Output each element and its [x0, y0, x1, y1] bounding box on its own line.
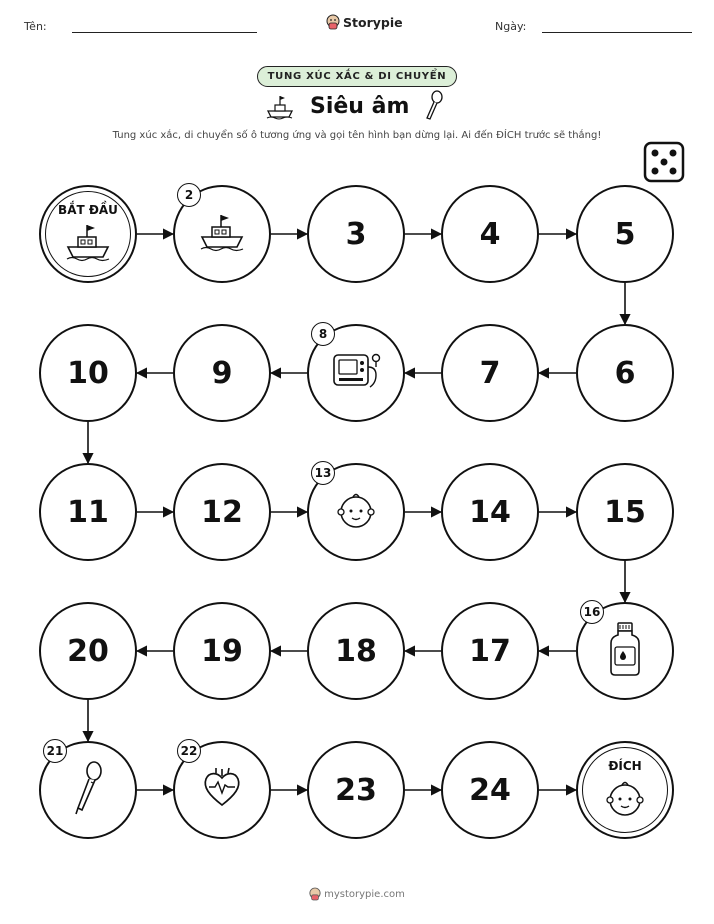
start-label: BẮT ĐẦU — [58, 203, 118, 217]
space-number: 7 — [479, 355, 501, 391]
gel-bottle-icon — [607, 621, 643, 681]
space-number: 9 — [211, 355, 233, 391]
ultrasound-machine-icon — [330, 349, 382, 397]
baby-face-icon — [605, 777, 645, 823]
space-14[interactable] — [441, 463, 539, 561]
space-number: 12 — [201, 494, 243, 530]
instructions: Tung xúc xắc, di chuyển số ô tương ứng và gọi tên hình bạn dừng lại. Ai đến ĐÍCH trước sẽ thắng! — [112, 130, 602, 141]
space-number-badge: 22 — [177, 739, 201, 763]
space-number: 11 — [67, 494, 109, 530]
space-number: 23 — [335, 772, 377, 808]
space-19[interactable] — [173, 602, 271, 700]
heart-icon — [199, 765, 245, 815]
ultrasound-probe-icon — [71, 760, 105, 820]
baby-face-icon — [336, 489, 376, 535]
page-title: Siêu âm — [310, 94, 410, 119]
storypie-mascot-icon — [309, 887, 321, 901]
space-number: 15 — [604, 494, 646, 530]
finish-label: ĐÍCH — [608, 759, 642, 773]
space-12[interactable] — [173, 463, 271, 561]
date-label: Ngày: — [495, 20, 527, 33]
brand-name: Storypie — [343, 14, 403, 30]
space-number: 18 — [335, 633, 377, 669]
space-20[interactable] — [39, 602, 137, 700]
start-space[interactable] — [39, 185, 137, 283]
finish-space[interactable] — [576, 741, 674, 839]
space-number-badge: 2 — [177, 183, 201, 207]
space-11[interactable] — [39, 463, 137, 561]
space-number-badge: 16 — [580, 600, 604, 624]
footer-site: mystorypie.com — [324, 888, 405, 900]
space-number: 3 — [345, 216, 367, 252]
space-number-badge: 8 — [311, 322, 335, 346]
space-3[interactable] — [307, 185, 405, 283]
space-number: 19 — [201, 633, 243, 669]
space-number-badge: 13 — [311, 461, 335, 485]
name-label: Tên: — [24, 20, 47, 33]
space-24[interactable] — [441, 741, 539, 839]
space-5[interactable] — [576, 185, 674, 283]
space-number: 10 — [67, 355, 109, 391]
space-number: 20 — [67, 633, 109, 669]
space-18[interactable] — [307, 602, 405, 700]
space-number: 14 — [469, 494, 511, 530]
space-number: 24 — [469, 772, 511, 808]
space-23[interactable] — [307, 741, 405, 839]
space-number: 4 — [479, 216, 501, 252]
space-4[interactable] — [441, 185, 539, 283]
space-number: 6 — [614, 355, 636, 391]
space-7[interactable] — [441, 324, 539, 422]
footer — [309, 887, 405, 901]
space-number: 17 — [469, 633, 511, 669]
space-15[interactable] — [576, 463, 674, 561]
space-10[interactable] — [39, 324, 137, 422]
boat-icon — [65, 222, 111, 266]
space-number-badge: 21 — [43, 739, 67, 763]
space-6[interactable] — [576, 324, 674, 422]
activity-tag: TUNG XÚC XẮC & DI CHUYỂN — [257, 66, 458, 87]
boat-icon — [199, 212, 245, 256]
space-number: 5 — [614, 216, 636, 252]
space-17[interactable] — [441, 602, 539, 700]
space-9[interactable] — [173, 324, 271, 422]
